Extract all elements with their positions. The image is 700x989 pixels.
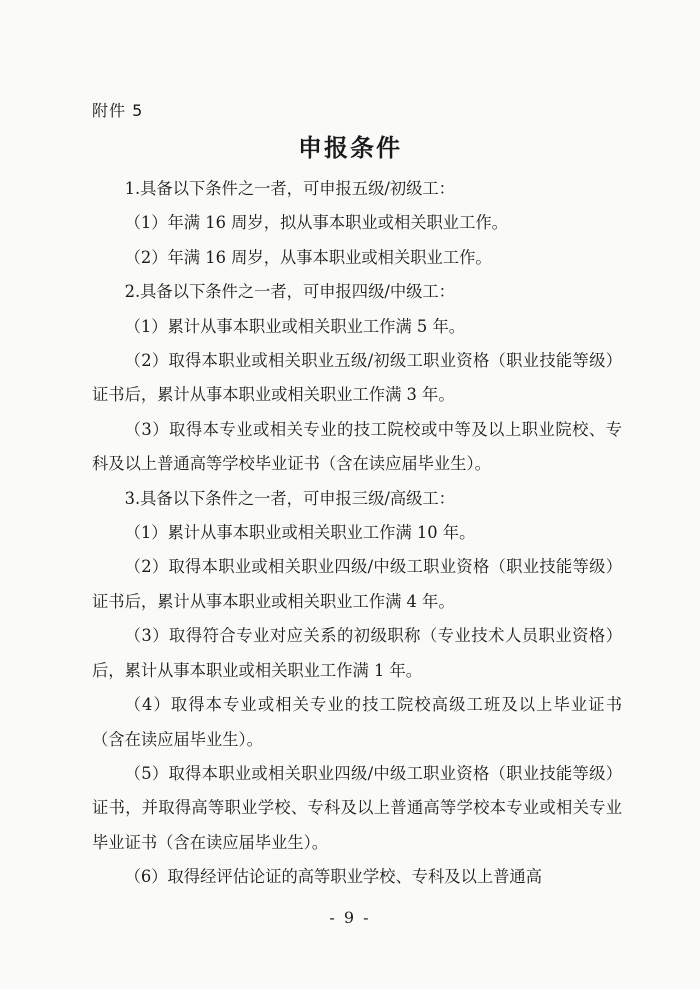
paragraph: （2）年满 16 周岁，从事本职业或相关职业工作。 [124,247,492,267]
paragraph: （3）取得本专业或相关专业的技工院校或中等及以上职业院校、专科及以上普通高等学校毕业证书（含在读应届毕业生）。 [92,419,622,474]
paragraph: （5）取得本职业或相关职业四级/中级工职业资格（职业技能等级）证书，并取得高等职业学校、专科及以上普通高等学校本专业或相关专业毕业证书（含在读应届毕业生）。 [92,763,622,852]
paragraph: （2）取得本职业或相关职业五级/初级工职业资格（职业技能等级）证书后，累计从事本职业或相关职业工作满 3 年。 [92,351,622,405]
paragraph: 1.具备以下条件之一者，可申报五级/初级工： [124,179,455,198]
paragraph: （6）取得经评估论证的高等职业学校、专科及以上普通高 [124,867,542,887]
document-title: 申报条件 [298,134,402,162]
paragraph: 3.具备以下条件之一者，可申报三级/高级工： [124,488,455,508]
paragraph: （4）取得本专业或相关专业的技工院校高级工班及以上毕业证书（含在读应届毕业生）。 [92,695,622,749]
attachment-label: 附件 5 [92,101,144,120]
paragraph: （2）取得本职业或相关职业四级/中级工职业资格（职业技能等级）证书后，累计从事本职业或相关职业工作满 4 年。 [92,557,622,611]
paragraph: （1）累计从事本职业或相关职业工作满 5 年。 [124,316,466,336]
paragraph: 2.具备以下条件之一者，可申报四级/中级工： [124,282,455,302]
paragraph: （1）年满 16 周岁，拟从事本职业或相关职业工作。 [124,213,508,233]
paragraph: （1）累计从事本职业或相关职业工作满 10 年。 [124,523,476,543]
page-number: - 9 - [329,908,371,927]
document-body [92,172,622,895]
paragraph: （3）取得符合专业对应关系的初级职称（专业技术人员职业资格）后，累计从事本职业或相关职业工作满 1 年。 [92,626,622,680]
